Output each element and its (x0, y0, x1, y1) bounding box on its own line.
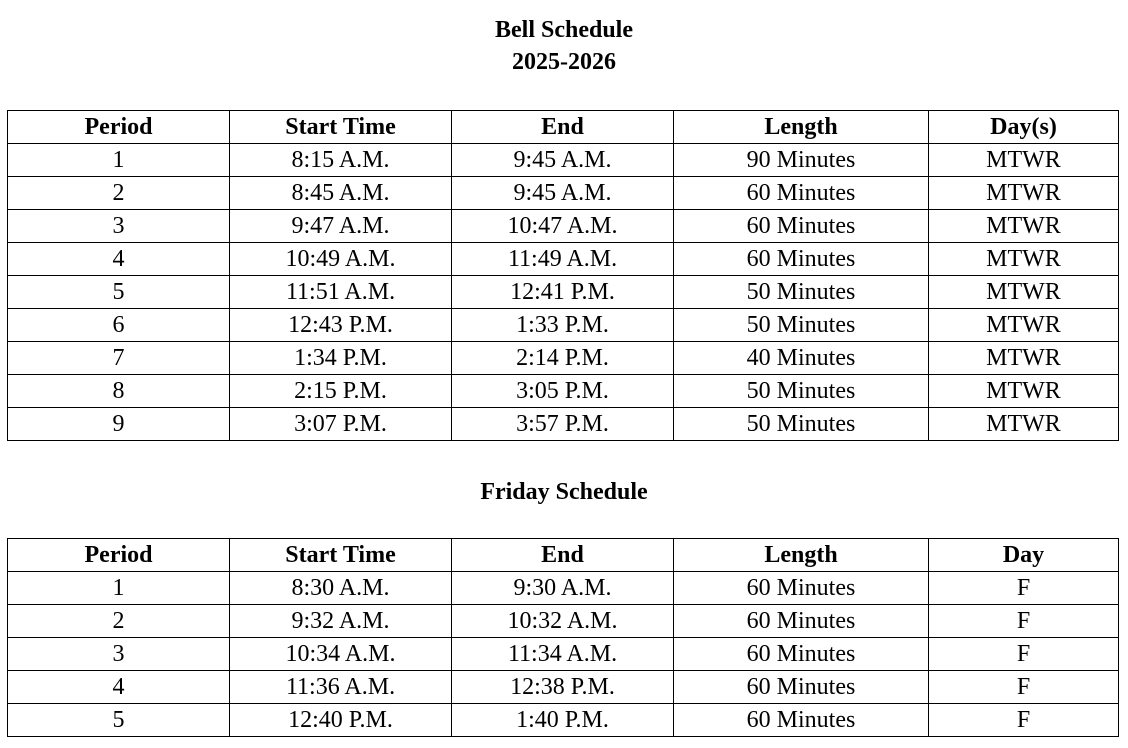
end-time-cell: 12:41 P.M. (452, 276, 674, 309)
start-time-cell: 9:47 A.M. (230, 210, 452, 243)
table-row (8, 375, 1119, 408)
bell-schedule-title: Bell Schedule (494, 17, 633, 43)
column-header-start-time: Start Time (230, 111, 452, 144)
end-time-cell: 9:30 A.M. (452, 572, 674, 605)
table-row (8, 276, 1119, 309)
bell-schedule-table (7, 110, 1119, 441)
bell-schedule-body (8, 144, 1119, 441)
header-row (8, 111, 1119, 144)
days-cell: F (929, 671, 1119, 704)
end-time-cell: 12:38 P.M. (452, 671, 674, 704)
table-row (8, 605, 1119, 638)
length-cell: 50 Minutes (674, 375, 929, 408)
days-cell: F (929, 704, 1119, 737)
table-row (8, 309, 1119, 342)
period-cell: 6 (8, 309, 230, 342)
days-cell: MTWR (929, 144, 1119, 177)
end-time-cell: 2:14 P.M. (452, 342, 674, 375)
start-time-cell: 2:15 P.M. (230, 375, 452, 408)
days-cell: F (929, 638, 1119, 671)
table-row (8, 671, 1119, 704)
table-row (8, 177, 1119, 210)
length-cell: 60 Minutes (674, 210, 929, 243)
column-header-days: Day(s) (929, 111, 1119, 144)
length-cell: 50 Minutes (674, 276, 929, 309)
start-time-cell: 10:49 A.M. (230, 243, 452, 276)
length-cell: 40 Minutes (674, 342, 929, 375)
length-cell: 90 Minutes (674, 144, 929, 177)
days-cell: F (929, 605, 1119, 638)
length-cell: 60 Minutes (674, 605, 929, 638)
end-time-cell: 10:32 A.M. (452, 605, 674, 638)
start-time-cell: 12:43 P.M. (230, 309, 452, 342)
column-header-period: Period (8, 539, 230, 572)
length-cell: 60 Minutes (674, 243, 929, 276)
days-cell: MTWR (929, 342, 1119, 375)
start-time-cell: 10:34 A.M. (230, 638, 452, 671)
days-cell: MTWR (929, 210, 1119, 243)
end-time-cell: 3:57 P.M. (452, 408, 674, 441)
days-cell: MTWR (929, 375, 1119, 408)
start-time-cell: 3:07 P.M. (230, 408, 452, 441)
table-row (8, 572, 1119, 605)
end-time-cell: 9:45 A.M. (452, 144, 674, 177)
length-cell: 60 Minutes (674, 572, 929, 605)
period-cell: 1 (8, 572, 230, 605)
length-cell: 50 Minutes (674, 309, 929, 342)
period-cell: 3 (8, 210, 230, 243)
start-time-cell: 1:34 P.M. (230, 342, 452, 375)
days-cell: MTWR (929, 309, 1119, 342)
end-time-cell: 1:40 P.M. (452, 704, 674, 737)
period-cell: 5 (8, 276, 230, 309)
length-cell: 60 Minutes (674, 671, 929, 704)
table-row (8, 144, 1119, 177)
column-header-end: End (452, 539, 674, 572)
period-cell: 4 (8, 243, 230, 276)
days-cell: MTWR (929, 276, 1119, 309)
start-time-cell: 12:40 P.M. (230, 704, 452, 737)
days-cell: MTWR (929, 408, 1119, 441)
end-time-cell: 11:49 A.M. (452, 243, 674, 276)
days-cell: MTWR (929, 243, 1119, 276)
period-cell: 3 (8, 638, 230, 671)
length-cell: 60 Minutes (674, 638, 929, 671)
start-time-cell: 8:30 A.M. (230, 572, 452, 605)
header-row (8, 539, 1119, 572)
table-row (8, 408, 1119, 441)
table-row (8, 704, 1119, 737)
days-cell: F (929, 572, 1119, 605)
start-time-cell: 11:36 A.M. (230, 671, 452, 704)
table-row (8, 210, 1119, 243)
period-cell: 5 (8, 704, 230, 737)
start-time-cell: 8:45 A.M. (230, 177, 452, 210)
period-cell: 9 (8, 408, 230, 441)
end-time-cell: 11:34 A.M. (452, 638, 674, 671)
length-cell: 60 Minutes (674, 177, 929, 210)
friday-schedule-body (8, 572, 1119, 737)
days-cell: MTWR (929, 177, 1119, 210)
period-cell: 7 (8, 342, 230, 375)
end-time-cell: 10:47 A.M. (452, 210, 674, 243)
column-header-length: Length (674, 111, 929, 144)
period-cell: 4 (8, 671, 230, 704)
column-header-end: End (452, 111, 674, 144)
column-header-day: Day (929, 539, 1119, 572)
school-year: 2025-2026 (512, 49, 616, 75)
table-row (8, 243, 1119, 276)
start-time-cell: 11:51 A.M. (230, 276, 452, 309)
column-header-start-time: Start Time (230, 539, 452, 572)
table-row (8, 342, 1119, 375)
table-row (8, 638, 1119, 671)
start-time-cell: 9:32 A.M. (230, 605, 452, 638)
column-header-period: Period (8, 111, 230, 144)
end-time-cell: 9:45 A.M. (452, 177, 674, 210)
friday-schedule-table (7, 538, 1119, 737)
end-time-cell: 3:05 P.M. (452, 375, 674, 408)
length-cell: 50 Minutes (674, 408, 929, 441)
column-header-length: Length (674, 539, 929, 572)
period-cell: 2 (8, 177, 230, 210)
friday-schedule-title: Friday Schedule (480, 479, 648, 505)
start-time-cell: 8:15 A.M. (230, 144, 452, 177)
period-cell: 2 (8, 605, 230, 638)
period-cell: 8 (8, 375, 230, 408)
period-cell: 1 (8, 144, 230, 177)
end-time-cell: 1:33 P.M. (452, 309, 674, 342)
length-cell: 60 Minutes (674, 704, 929, 737)
